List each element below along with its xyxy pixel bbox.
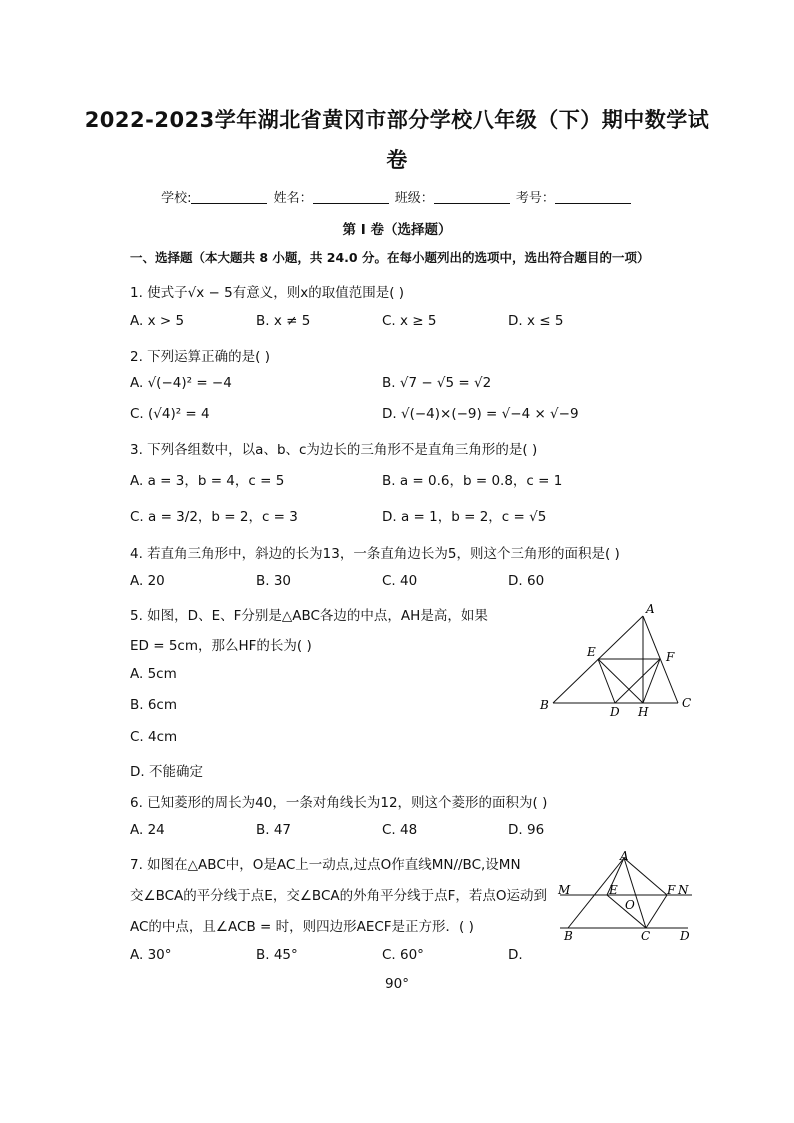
question-7-stem-line1: 7. 如图在△ABC中，O是AC上一动点,过点O作直线MN//BC,设MN [130, 857, 521, 873]
fig7-label-m: M [558, 883, 571, 897]
student-info-line [0, 187, 794, 206]
fig7-label-e: E [609, 883, 618, 897]
number-blank [555, 190, 631, 204]
number-label: 考号： [515, 191, 555, 206]
fig5-label-e: E [587, 645, 596, 659]
question-3-stem: 3. 下列各组数中，以a、b、c为边长的三角形不是直角三角形的是( ) [130, 442, 538, 458]
question-7-stem-line2: 交∠BCA的平分线于点E，交∠BCA的外角平分线于点F，若点O运动到 [130, 888, 547, 904]
fig7-label-f: F [667, 883, 676, 897]
fig7-segment-af [624, 858, 667, 895]
part-header: 一、选择题（本大题共 8 小题，共 24.0 分。在每小题列出的选项中，选出符合题目的一项） [130, 250, 650, 265]
name-label: 姓名： [273, 191, 313, 206]
question-1-option-b: B. x ≠ 5 [256, 313, 311, 329]
question-4-option-d: D. 60 [508, 573, 545, 589]
question-2-option-a: A. √(−4)² = −4 [130, 375, 232, 391]
question-7-stem-line3: AC的中点，且∠ACB = 时，则四边形AECF是正方形．( ) [130, 919, 474, 935]
question-3-option-d: D. a = 1，b = 2，c = √5 [382, 509, 547, 525]
question-5-option-c: C. 4cm [130, 729, 178, 745]
section-title: 第 I 卷（选择题） [342, 222, 452, 238]
class-blank [434, 190, 510, 204]
fig5-label-h: H [638, 705, 649, 719]
fig5-segment-hf [643, 659, 660, 703]
fig7-label-b: B [564, 929, 573, 943]
question-6-option-a: A. 24 [130, 822, 165, 838]
fig7-segment-fc [646, 895, 667, 928]
fig5-label-c: C [682, 696, 692, 710]
fig5-label-a: A [646, 602, 655, 616]
fig5-label-b: B [540, 698, 549, 712]
exam-title-line2: 卷 [386, 148, 408, 172]
fig7-label-a: A [620, 849, 629, 863]
fig7-label-c: C [641, 929, 651, 943]
question-6-option-c: C. 48 [382, 822, 418, 838]
question-5-stem-line2: ED = 5cm，那么HF的长为( ) [130, 638, 312, 654]
question-4-option-c: C. 40 [382, 573, 418, 589]
fig7-label-d: D [680, 929, 690, 943]
question-3-option-b: B. a = 0.6，b = 0.8，c = 1 [382, 473, 563, 489]
question-2-option-b: B. √7 − √5 = √2 [382, 375, 492, 391]
fig7-side-ac [624, 858, 646, 928]
question-1-option-d: D. x ≤ 5 [508, 313, 564, 329]
question-5-stem-line1: 5. 如图，D、E、F分别是△ABC各边的中点，AH是高，如果 [130, 608, 488, 624]
question-4-option-b: B. 30 [256, 573, 292, 589]
fig5-segment-eh [598, 659, 643, 703]
question-2-stem: 2. 下列运算正确的是( ) [130, 349, 270, 365]
class-label: 班级： [394, 191, 434, 206]
fig7-label-o: O [625, 898, 635, 912]
question-6-option-d: D. 96 [508, 822, 545, 838]
question-5-option-b: B. 6cm [130, 697, 178, 713]
fig5-segment-df [615, 659, 660, 703]
question-3-option-c: C. a = 3/2，b = 2，c = 3 [130, 509, 298, 525]
question-7-option-b: B. 45° [256, 947, 298, 963]
school-blank [191, 190, 267, 204]
question-7-option-d-value: 90° [385, 976, 409, 992]
fig5-segment-ed [598, 659, 615, 703]
question-2-option-c: C. (√4)² = 4 [130, 406, 210, 422]
question-6-stem: 6. 已知菱形的周长为40，一条对角线长为12，则这个菱形的面积为( ) [130, 795, 548, 811]
question-3-option-a: A. a = 3，b = 4，c = 5 [130, 473, 285, 489]
figure-5-triangle-diagram [530, 596, 705, 726]
fig5-label-f: F [666, 650, 675, 664]
name-blank [313, 190, 389, 204]
question-1-option-a: A. x > 5 [130, 313, 185, 329]
question-7-option-a: A. 30° [130, 947, 172, 963]
exam-title-line1: 2022-2023学年湖北省黄冈市部分学校八年级（下）期中数学试 [84, 108, 710, 132]
question-4-stem: 4. 若直角三角形中，斜边的长为13，一条直角边长为5，则这个三角形的面积是( ) [130, 546, 620, 562]
fig7-label-n: N [678, 883, 689, 897]
question-5-option-d: D. 不能确定 [130, 764, 203, 780]
question-1-option-c: C. x ≥ 5 [382, 313, 437, 329]
question-1-stem: 1. 使式子√x − 5有意义，则x的取值范围是( ) [130, 285, 405, 301]
question-6-option-b: B. 47 [256, 822, 292, 838]
figure-7-square-diagram [550, 848, 700, 946]
question-7-option-d: D. [508, 947, 523, 963]
question-5-option-a: A. 5cm [130, 666, 177, 682]
question-4-option-a: A. 20 [130, 573, 165, 589]
school-label: 学校: [161, 191, 192, 206]
question-2-option-d: D. √(−4)×(−9) = √−4 × √−9 [382, 406, 579, 422]
fig5-label-d: D [610, 705, 620, 719]
question-7-option-c: C. 60° [382, 947, 424, 963]
